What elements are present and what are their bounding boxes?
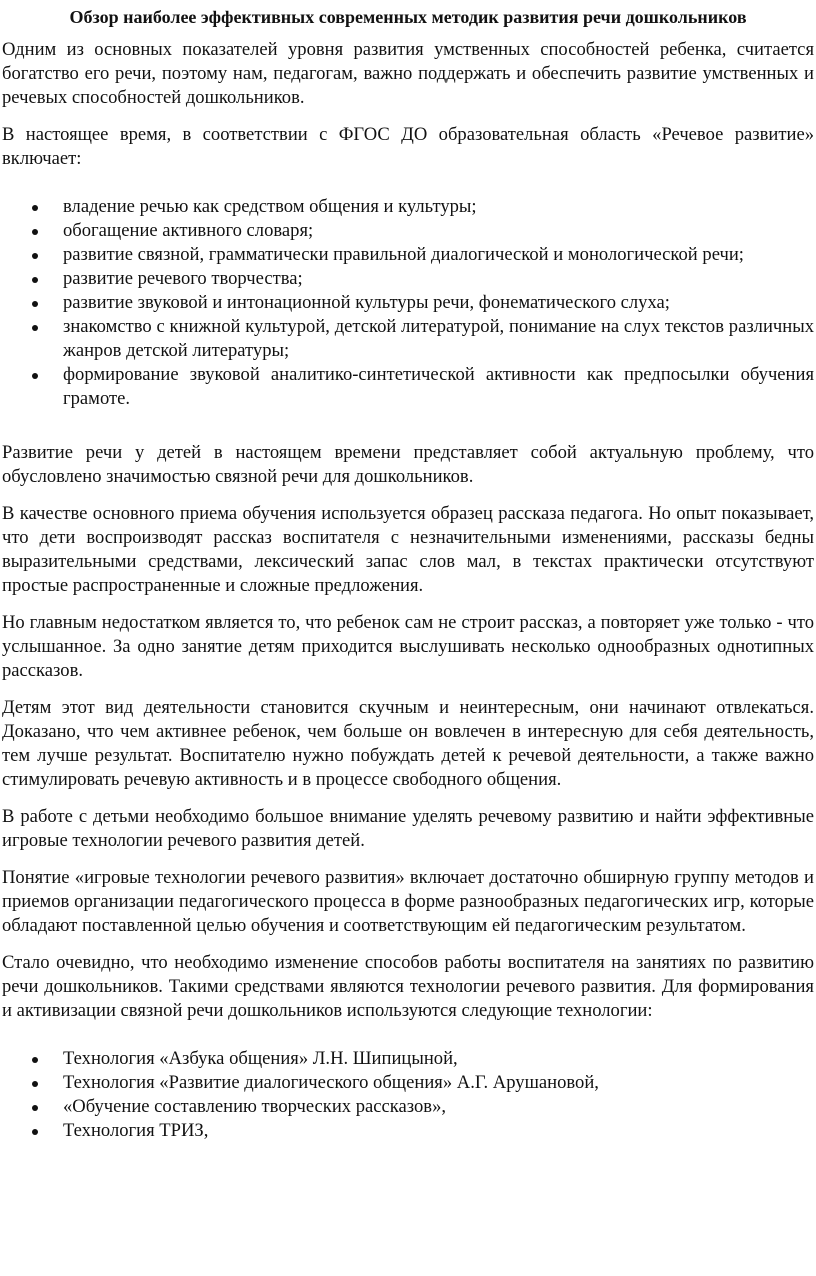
list-item-text: развитие речевого творчества; bbox=[63, 268, 303, 289]
body-paragraph: В работе с детьми необходимо большое внимание уделять речевому развитию и найти эффективные игровые технологии речевого развития детей. bbox=[2, 806, 814, 851]
bullet-icon bbox=[32, 229, 38, 235]
list-item bbox=[2, 195, 814, 219]
bullet-icon bbox=[32, 1081, 38, 1087]
technologies-list bbox=[2, 1047, 814, 1143]
list-item bbox=[2, 1047, 814, 1071]
bullet-icon bbox=[32, 253, 38, 259]
list-item bbox=[2, 1095, 814, 1119]
body-paragraph: В качестве основного приема обучения используется образец рассказа педагога. Но опыт показывает, что дети воспроизводят рассказ воспитателя с незначительными изменениями, рассказы бедны выразительными средствами, лексический запас слов мал, в текстах практически отсутствуют простые распространенные и сложные предложения. bbox=[2, 503, 814, 596]
body-paragraph: Понятие «игровые технологии речевого развития» включает достаточно обширную группу методов и приемов организации педагогического процесса в форме разнообразных педагогических игр, которые обладают поставленной целью обучения и соответствующим ей педагогическим результатом. bbox=[2, 867, 814, 936]
bullet-icon bbox=[32, 301, 38, 307]
bullet-icon bbox=[32, 1057, 38, 1063]
bullet-icon bbox=[32, 373, 38, 379]
bullet-icon bbox=[32, 1129, 38, 1135]
bullet-icon bbox=[32, 1105, 38, 1111]
list-item-text: «Обучение составлению творческих рассказов», bbox=[63, 1096, 447, 1117]
list-item-text: развитие звуковой и интонационной культуры речи, фонематического слуха; bbox=[63, 292, 670, 313]
list-item-text: Технология «Азбука общения» Л.Н. Шипицыной, bbox=[63, 1048, 458, 1069]
body-paragraph: Стало очевидно, что необходимо изменение способов работы воспитателя на занятиях по развитию речи дошкольников. Такими средствами являются технологии речевого развития. Для формирования и активизации связной речи дошкольников используются следующие технологии: bbox=[2, 952, 814, 1021]
list-item bbox=[2, 219, 814, 243]
list-item-text: развитие связной, грамматически правильной диалогической и монологической речи; bbox=[63, 244, 744, 265]
list-item-text: обогащение активного словаря; bbox=[63, 220, 314, 241]
list-item bbox=[2, 1071, 814, 1095]
document-title: Обзор наиболее эффективных современных методик развития речи дошкольников bbox=[69, 7, 747, 27]
bullet-icon bbox=[32, 277, 38, 283]
list-item bbox=[2, 363, 814, 411]
body-paragraph: Детям этот вид деятельности становится скучным и неинтересным, они начинают отвлекаться. Доказано, что чем активнее ребенок, чем больше он вовлечен в интересную для себя деятельность, тем лучше результат. Воспитателю нужно побуждать детей к речевой деятельности, а также важно стимулировать речевую активность и в процессе свободного общения. bbox=[2, 697, 814, 790]
list-item bbox=[2, 1119, 814, 1143]
list-item-text: Технология «Развитие диалогического общения» А.Г. Арушановой, bbox=[63, 1072, 599, 1093]
list-item-text: Технология ТРИЗ, bbox=[63, 1120, 209, 1141]
intro-paragraph: В настоящее время, в соответствии с ФГОС ДО образовательная область «Речевое развитие» включает: bbox=[2, 124, 814, 169]
body-paragraph: Но главным недостатком является то, что ребенок сам не строит рассказ, а повторяет уже только - что услышанное. За одно занятие детям приходится выслушивать несколько однообразных однотипных рассказов. bbox=[2, 612, 814, 681]
list-item-text: знакомство с книжной культурой, детской литературой, понимание на слух текстов различных жанров детской литературы; bbox=[63, 316, 814, 361]
list-item-text: формирование звуковой аналитико-синтетической активности как предпосылки обучения грамоте. bbox=[63, 364, 814, 409]
body-paragraph: Развитие речи у детей в настоящем времени представляет собой актуальную проблему, что обусловлено значимостью связной речи для дошкольников. bbox=[2, 442, 814, 487]
list-item bbox=[2, 243, 814, 267]
list-item bbox=[2, 291, 814, 315]
list-item bbox=[2, 315, 814, 363]
bullet-icon bbox=[32, 205, 38, 211]
bullet-icon bbox=[32, 325, 38, 331]
fgos-list bbox=[2, 195, 814, 411]
list-item-text: владение речью как средством общения и культуры; bbox=[63, 196, 477, 217]
list-item bbox=[2, 267, 814, 291]
intro-paragraph: Одним из основных показателей уровня развития умственных способностей ребенка, считается богатство его речи, поэтому нам, педагогам, важно поддержать и обеспечить развитие умственных и речевых способностей дошкольников. bbox=[2, 39, 814, 108]
